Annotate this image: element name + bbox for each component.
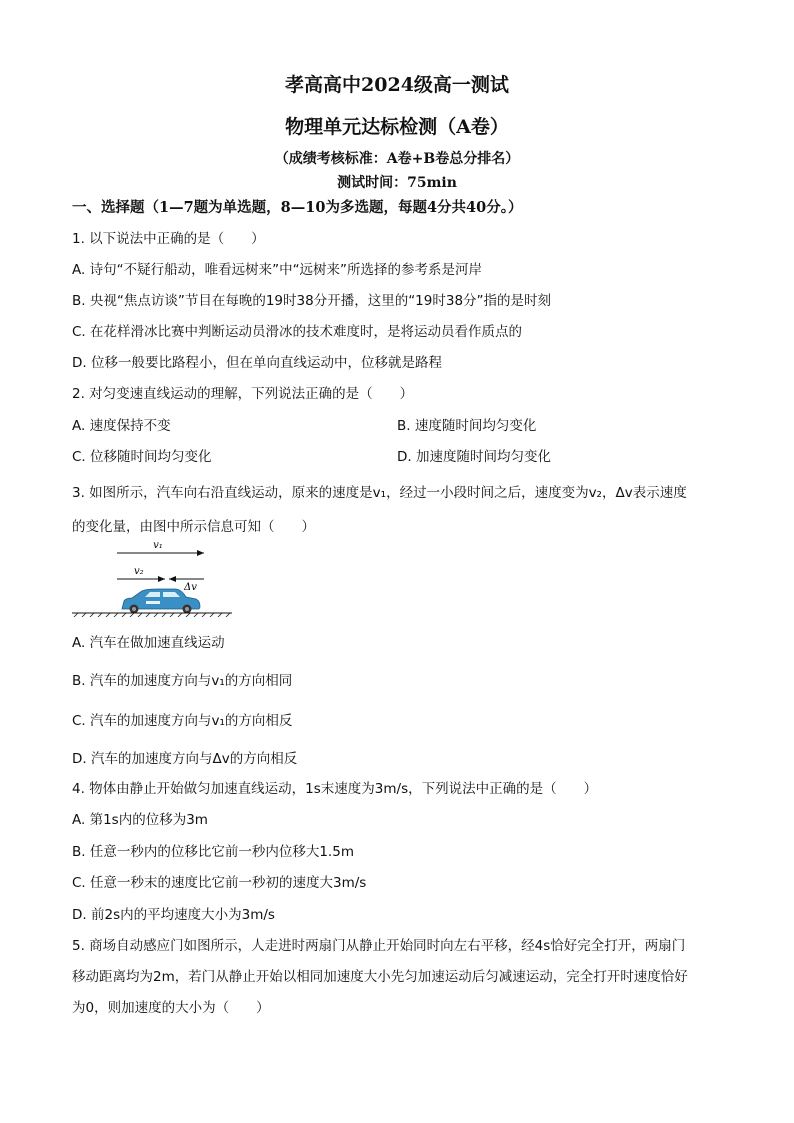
v2-arrowhead <box>158 576 165 582</box>
exam-title: 孝高高中2024级高一测试 <box>285 74 509 96</box>
q3-option-d: D. 汽车的加速度方向与Δv的方向相反 <box>72 751 298 767</box>
dv-arrowhead <box>169 576 176 582</box>
exam-subtitle: 物理单元达标检测（A卷） <box>285 116 509 138</box>
q4-option-b: B. 任意一秒内的位移比它前一秒内位移大1.5m <box>72 844 354 860</box>
ground-hatch <box>74 613 230 617</box>
q4-stem: 4. 物体由静止开始做匀加速直线运动，1s末速度为3m/s，下列说法中正确的是（ ） <box>72 781 598 797</box>
q1-option-d: D. 位移一般要比路程小，但在单向直线运动中，位移就是路程 <box>72 355 442 371</box>
dv-label: Δv <box>184 582 197 593</box>
v2-label: v₂ <box>134 566 144 577</box>
v1-arrowhead <box>197 550 204 556</box>
q1-option-a: A. 诗句“不疑行船动，唯看远树来”中“远树来”所选择的参考系是河岸 <box>72 262 483 278</box>
q3-option-c: C. 汽车的加速度方向与v₁的方向相反 <box>72 713 293 729</box>
car-velocity-figure <box>72 537 232 617</box>
q3-option-a: A. 汽车在做加速直线运动 <box>72 635 225 651</box>
q1-option-c: C. 在花样滑冰比赛中判断运动员滑冰的技术难度时，是将运动员看作质点的 <box>72 324 523 340</box>
q3-stem-line1: 3. 如图所示，汽车向右沿直线运动，原来的速度是v₁，经过一小段时间之后，速度变为v₂，Δv表示速度 <box>72 485 687 501</box>
q2-option-d: D. 加速度随时间均匀变化 <box>397 449 551 465</box>
time-limit: 测试时间：75min <box>337 175 457 191</box>
q1-option-b: B. 央视“焦点访谈”节目在每晚的19时38分开播，这里的“19时38分”指的是时刻 <box>72 293 552 309</box>
q4-option-a: A. 第1s内的位移为3m <box>72 812 208 828</box>
q3-option-b: B. 汽车的加速度方向与v₁的方向相同 <box>72 673 293 689</box>
q4-option-c: C. 任意一秒末的速度比它前一秒初的速度大3m/s <box>72 875 367 891</box>
q2-option-a: A. 速度保持不变 <box>72 418 171 434</box>
q1-stem: 1. 以下说法中正确的是（ ） <box>72 231 265 247</box>
q5-stem-line3: 为0，则加速度的大小为（ ） <box>72 1000 270 1016</box>
section-heading: 一、选择题（1—7题为单选题，8—10为多选题，每题4分共40分。） <box>72 199 523 216</box>
q5-stem-line2: 移动距离均为2m，若门从静止开始以相同加速度大小先匀加速运动后匀减速运动，完全打开时速度恰好 <box>72 969 688 985</box>
q2-option-b: B. 速度随时间均匀变化 <box>397 418 537 434</box>
grading-note: （成绩考核标准：A卷+B卷总分排名） <box>274 151 520 167</box>
q3-stem-line2: 的变化量，由图中所示信息可知（ ） <box>72 519 315 535</box>
v1-label: v₁ <box>153 540 163 551</box>
q2-option-c: C. 位移随时间均匀变化 <box>72 449 212 465</box>
q5-stem-line1: 5. 商场自动感应门如图所示，人走进时两扇门从静止开始同时向左右平移，经4s恰好完全打开，两扇门 <box>72 938 686 954</box>
q2-stem: 2. 对匀变速直线运动的理解，下列说法正确的是（ ） <box>72 386 414 402</box>
q4-option-d: D. 前2s内的平均速度大小为3m/s <box>72 907 275 923</box>
